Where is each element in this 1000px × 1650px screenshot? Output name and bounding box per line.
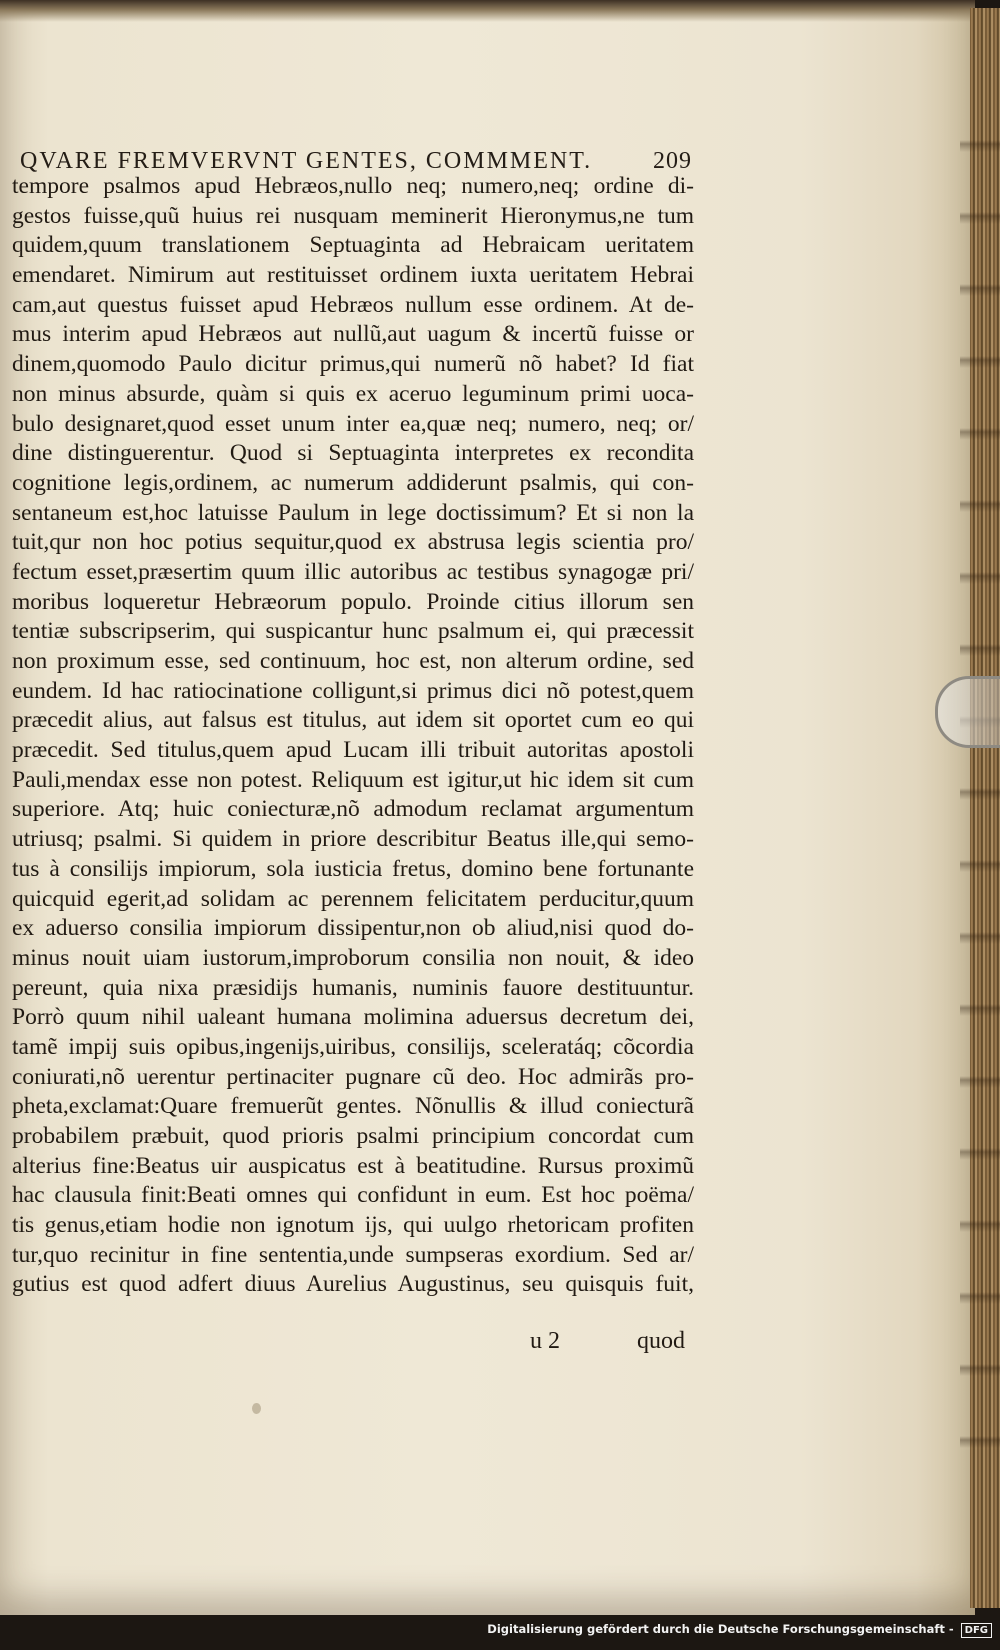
text-line: bulo designaret,quod esset unum inter ea,quæ neq; numero, neq; or/	[12, 410, 694, 437]
text-line: tis genus,etiam hodie non ignotum ijs, qui uulgo rhetoricam profiten	[12, 1212, 694, 1239]
body-text	[12, 172, 694, 1300]
text-line: dine distinguerentur. Quod si Septuaginta interpretes ex recondita	[12, 440, 694, 467]
text-line: minus nouit uiam iustorum,improborum consilia non nouit, & ideo	[12, 944, 694, 971]
text-line: mus interim apud Hebræos aut nullũ,aut uagum & incertũ fuisse or	[12, 321, 694, 348]
text-line: Porrò quum nihil ualeant humana molimina aduersus decretum dei,	[12, 1004, 694, 1031]
text-line: eundem. Id hac ratiocinatione colligunt,si primus dici nõ potest,quem	[12, 677, 694, 704]
text-line: utriusq; psalmi. Si quidem in priore describitur Beatus ille,qui semo-	[12, 826, 694, 853]
text-line: gutius est quod adfert diuus Aurelius Augustinus, seu quisquis fuit,	[12, 1271, 694, 1298]
credit-text: Digitalisierung gefördert durch die Deutsche Forschungsgemeinschaft -	[487, 1622, 954, 1636]
text-line: superiore. Atq; huic coniecturæ,nõ admodum reclamat argumentum	[12, 796, 694, 823]
text-line: cam,aut questus fuisset apud Hebræos nullum esse ordinem. At de-	[12, 291, 694, 318]
text-line: fectum esset,præsertim quum illic autoribus ac testibus synagogæ pri/	[12, 558, 694, 585]
text-line: tentiæ subscripserim, qui suspicantur hunc psalmum ei, qui præcessit	[12, 618, 694, 645]
text-line: tamẽ impij suis opibus,ingenijs,uiribus, consilijs, sceleratáq; cõcordia	[12, 1033, 694, 1060]
page-top-shadow	[0, 0, 975, 22]
page-footer	[520, 1328, 685, 1360]
text-line: emendaret. Nimirum aut restituisset ordinem iuxta ueritatem Hebrai	[12, 262, 694, 289]
paper-stain	[252, 1403, 261, 1414]
text-line: tur,quo recinitur in fine sententia,unde sumpseras exordium. Sed ar/	[12, 1241, 694, 1268]
text-line: non proximum esse, sed continuum, hoc est, non alterum ordine, sed	[12, 648, 694, 674]
text-line: tempore psalmos apud Hebræos,nullo neq; numero,neq; ordine di-	[12, 173, 694, 199]
text-line: dinem,quomodo Paulo dicitur primus,qui numerũ nõ habet? Id fiat	[12, 351, 694, 378]
text-line: cognitione legis,ordinem, ac numerum addiderunt psalmis, qui con-	[12, 469, 694, 496]
page-number: 209	[653, 148, 692, 174]
text-line: pereunt, quia nixa præsidijs humanis, numinis fauore destituuntur.	[12, 974, 694, 1001]
catchword: quod	[637, 1328, 685, 1354]
text-line: tus à consilijs impiorum, sola iusticia fretus, domino bene fortunante	[12, 855, 694, 882]
text-line: sentaneum est,hoc latuisse Paulum in lege doctissimum? Et si non la	[12, 499, 694, 526]
text-line: non minus absurde, quàm si quis ex aceruo leguminum primi uoca-	[12, 380, 694, 407]
book-edge-stains	[960, 80, 1000, 1480]
text-line: tuit,qur non hoc potius sequitur,quod ex abstrusa legis scientia pro/	[12, 529, 694, 556]
signature-mark: u 2	[530, 1328, 560, 1354]
dfg-logo-icon: DFG	[961, 1623, 992, 1638]
text-line: probabilem præbuit, quod prioris psalmi principium concordat cum	[12, 1123, 694, 1149]
page-clip-icon	[935, 676, 1000, 748]
text-line: gestos fuisse,quũ huius rei nusquam meminerit Hieronymus,ne tum	[12, 202, 694, 229]
text-line: quicquid egerit,ad solidam ac perennem felicitatem perducitur,quum	[12, 885, 694, 912]
running-title: QVARE FREMVERVNT GENTES, COMMMENT.	[20, 148, 593, 174]
text-line: præcedit alius, aut falsus est titulus, aut idem sit oportet cum eo qui	[12, 707, 694, 734]
text-line: præcedit. Sed titulus,quem apud Lucam illi tribuit autoritas apostoli	[12, 737, 694, 764]
digitization-credit	[0, 1622, 992, 1642]
text-line: alterius fine:Beatus uir auspicatus est à beatitudine. Rursus proximũ	[12, 1152, 694, 1179]
text-line: quidem,quum translationem Septuaginta ad Hebraicam ueritatem	[12, 232, 694, 259]
text-line: hac clausula finit:Beati omnes qui confidunt in eum. Est hoc poëma/	[12, 1182, 694, 1209]
text-line: ex aduerso consilia impiorum dissipentur,non ob aliud,nisi quod do-	[12, 915, 694, 942]
text-line: moribus loqueretur Hebræorum populo. Proinde citius illorum sen	[12, 588, 694, 615]
text-line: Pauli,mendax esse non potest. Reliquum est igitur,ut hic idem sit cum	[12, 766, 694, 793]
text-line: coniurati,nõ uerentur pertinaciter pugnare cũ deo. Hoc admirãs pro-	[12, 1063, 694, 1090]
text-line: pheta,exclamat:Quare fremuerũt gentes. Nõnullis & illud coniecturã	[12, 1093, 694, 1120]
